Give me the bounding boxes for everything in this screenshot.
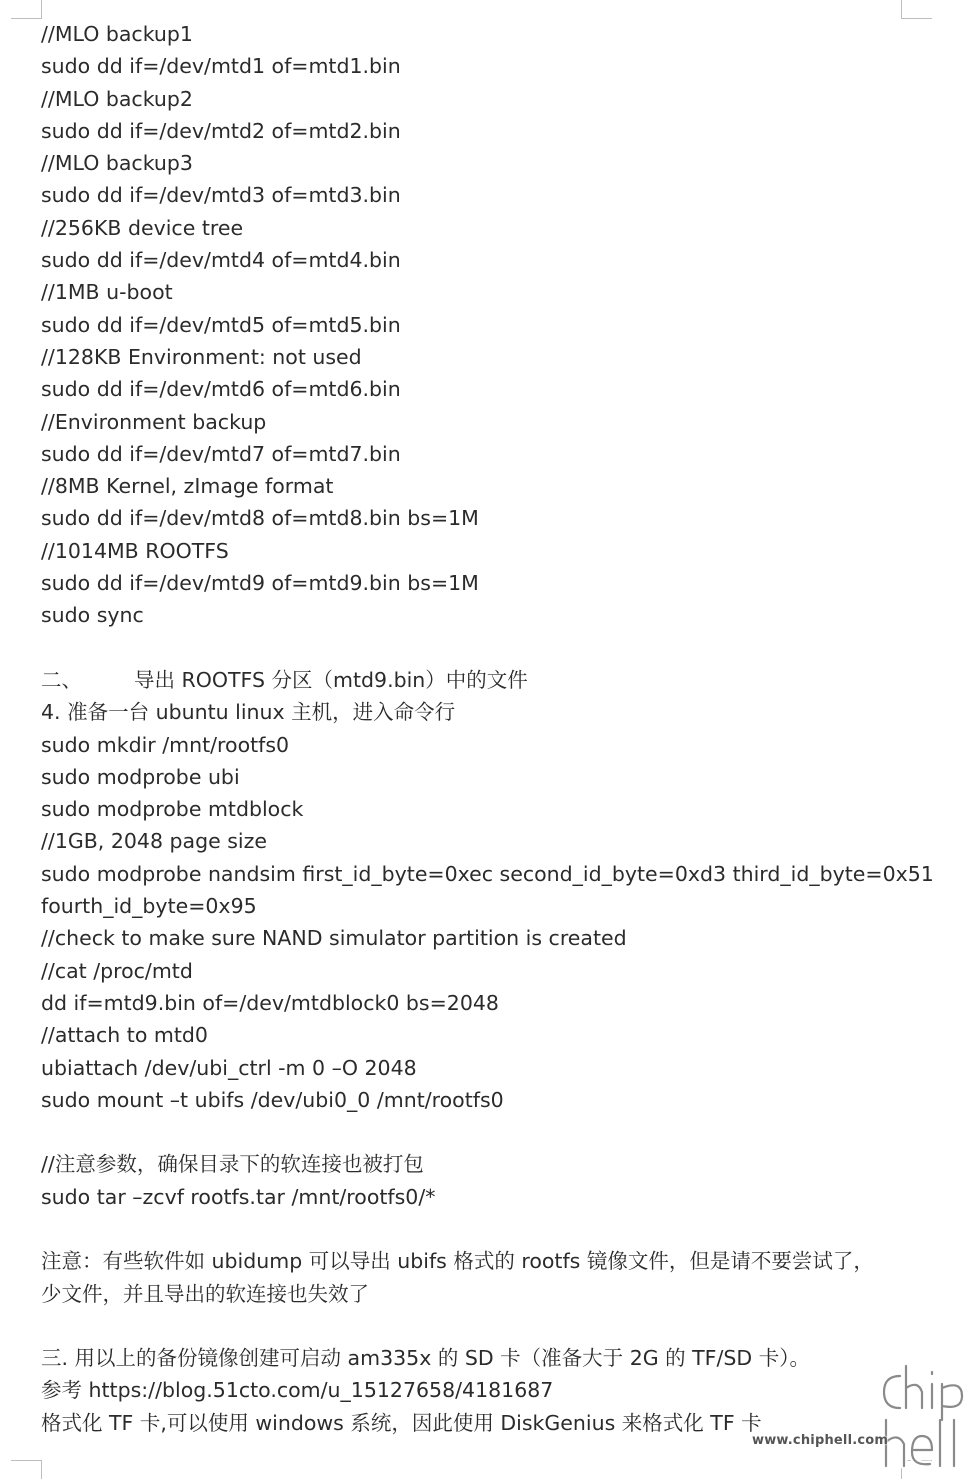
text-line: 注意：有些软件如 ubidump 可以导出 ubifs 格式的 rootfs 镜像文件，但是请不要尝试了， bbox=[41, 1249, 874, 1274]
text-line: sudo tar –zcvf rootfs.tar /mnt/rootfs0/* bbox=[41, 1184, 436, 1209]
blank-line bbox=[41, 1116, 921, 1148]
text-line: sudo dd if=/dev/mtd6 of=mtd6.bin bbox=[41, 377, 401, 402]
text-line: //MLO backup2 bbox=[41, 86, 193, 111]
text-line: //cat /proc/mtd bbox=[41, 958, 193, 983]
text-line: sudo dd if=/dev/mtd5 of=mtd5.bin bbox=[41, 312, 401, 337]
text-line: //MLO backup1 bbox=[41, 22, 193, 46]
chiphell-logo-watermark bbox=[880, 1362, 970, 1472]
text-line: sudo modprobe mtdblock bbox=[41, 797, 304, 822]
text-line: sudo dd if=/dev/mtd7 of=mtd7.bin bbox=[41, 441, 401, 466]
text-line: //check to make sure NAND simulator partition is created bbox=[41, 926, 627, 951]
text-line: //1014MB ROOTFS bbox=[41, 538, 229, 563]
crop-mark-top-left bbox=[11, 0, 42, 19]
crop-mark-bottom-left bbox=[11, 1460, 42, 1479]
text-line: sudo sync bbox=[41, 603, 144, 628]
text-line: sudo dd if=/dev/mtd8 of=mtd8.bin bs=1M bbox=[41, 506, 479, 531]
crop-mark-top-right bbox=[901, 0, 932, 19]
text-line: 少文件，并且导出的软连接也失效了 bbox=[41, 1281, 369, 1306]
blank-line bbox=[41, 632, 921, 664]
text-line: //1MB u-boot bbox=[41, 280, 173, 305]
text-line: 格式化 TF 卡,可以使用 windows 系统，因此使用 DiskGenius 来格式化 TF 卡 bbox=[41, 1410, 762, 1435]
text-line: 4. 准备一台 ubuntu linux 主机，进入命令行 bbox=[41, 700, 456, 725]
text-line: sudo dd if=/dev/mtd2 of=mtd2.bin bbox=[41, 118, 401, 143]
text-line: dd if=mtd9.bin of=/dev/mtdblock0 bs=2048 bbox=[41, 990, 499, 1015]
text-line: //Environment backup bbox=[41, 409, 267, 434]
text-line: //1GB, 2048 page size bbox=[41, 829, 267, 854]
section-heading-2 bbox=[41, 664, 921, 696]
text-line: sudo dd if=/dev/mtd4 of=mtd4.bin bbox=[41, 248, 401, 273]
text-line: //256KB device tree bbox=[41, 215, 244, 240]
text-line: fourth_id_byte=0x95 bbox=[41, 894, 257, 919]
text-line: ubiattach /dev/ubi_ctrl -m 0 –O 2048 bbox=[41, 1055, 417, 1080]
text-line: sudo mount –t ubifs /dev/ubi0_0 /mnt/rootfs0 bbox=[41, 1087, 504, 1112]
text-line: //MLO backup3 bbox=[41, 151, 193, 176]
document-body bbox=[41, 18, 934, 1439]
text-line: sudo dd if=/dev/mtd1 of=mtd1.bin bbox=[41, 54, 401, 79]
section-number: 二、 bbox=[41, 667, 82, 692]
text-line: 三. 用以上的备份镜像创建可启动 am335x 的 SD 卡（准备大于 2G 的 TF/SD 卡）。 bbox=[41, 1346, 810, 1371]
text-line: 参考 https://blog.51cto.com/u_15127658/4181687 bbox=[41, 1378, 554, 1403]
text-line: sudo modprobe nandsim first_id_byte=0xec second_id_byte=0xd3 third_id_byte=0x51 bbox=[41, 861, 934, 886]
text-line: sudo dd if=/dev/mtd9 of=mtd9.bin bs=1M bbox=[41, 571, 479, 596]
text-line: //注意参数，确保目录下的软连接也被打包 bbox=[41, 1152, 424, 1177]
section-title: 导出 ROOTFS 分区（mtd9.bin）中的文件 bbox=[134, 667, 528, 692]
text-line: sudo dd if=/dev/mtd3 of=mtd3.bin bbox=[41, 183, 401, 208]
text-line: sudo mkdir /mnt/rootfs0 bbox=[41, 732, 290, 757]
text-line: //128KB Environment: not used bbox=[41, 344, 362, 369]
text-line: //attach to mtd0 bbox=[41, 1023, 208, 1048]
text-line: //8MB Kernel, zImage format bbox=[41, 474, 334, 499]
blank-line bbox=[41, 1310, 921, 1342]
text-line: sudo modprobe ubi bbox=[41, 764, 240, 789]
blank-line bbox=[41, 1213, 921, 1245]
watermark-site-url: www.chiphell.com bbox=[752, 1433, 889, 1448]
